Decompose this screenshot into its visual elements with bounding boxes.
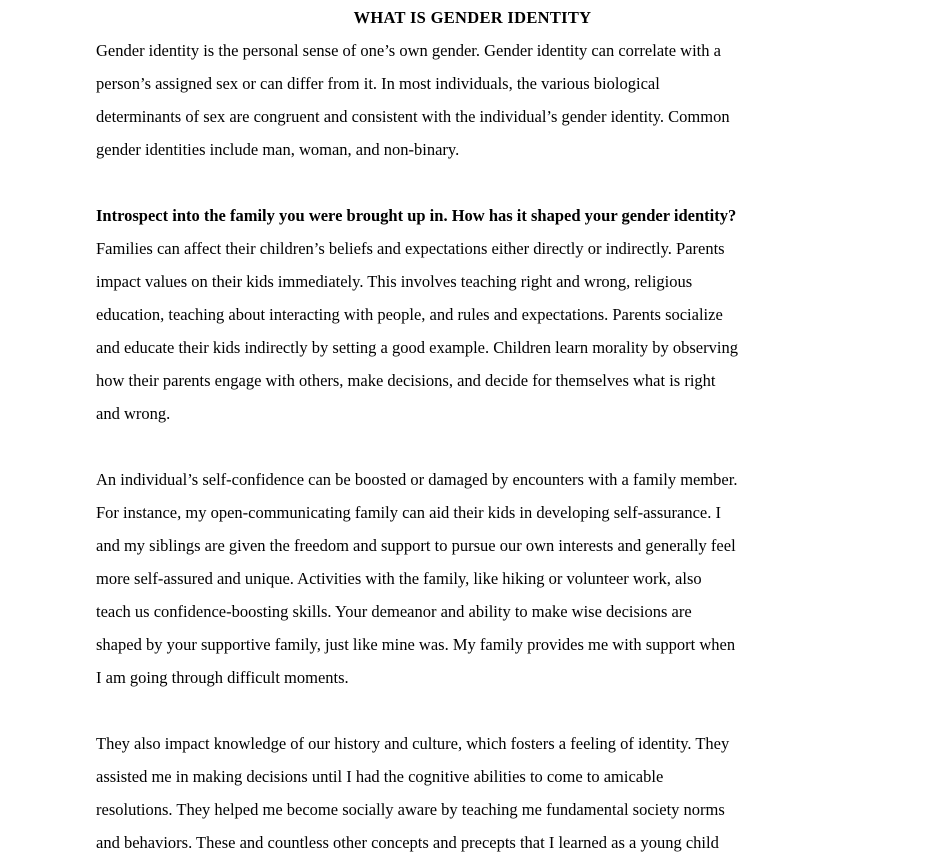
- question-heading: Introspect into the family you were brought up in. How has it shaped your gender identity?: [96, 206, 737, 225]
- paragraph-3-line-6: shaped by your supportive family, just like mine was. My family provides me with support when: [96, 635, 736, 654]
- paragraph-4-line-4: and behaviors. These and countless other concepts and precepts that I learned as a young child: [96, 833, 719, 852]
- blank-line-3: [96, 694, 849, 727]
- paragraph-3-line-4: more self-assured and unique. Activities with the family, like hiking or volunteer work, also: [96, 569, 702, 588]
- paragraph-3-line-3: and my siblings are given the freedom and support to pursue our own interests and generally feel: [96, 536, 736, 555]
- paragraph-3-line-7: I am going through difficult moments.: [96, 668, 349, 687]
- document-title: WHAT IS GENDER IDENTITY: [353, 8, 592, 27]
- blank-line-2: [96, 430, 849, 463]
- paragraph-2-line-5: how their parents engage with others, make decisions, and decide for themselves what is right: [96, 371, 716, 390]
- paragraph-1-line-3: determinants of sex are congruent and consistent with the individual’s gender identity. Common: [96, 107, 730, 126]
- paragraph-2-line-3: education, teaching about interacting with people, and rules and expectations. Parents socialize: [96, 305, 723, 324]
- paragraph-2-line-2: impact values on their kids immediately. This involves teaching right and wrong, religious: [96, 272, 693, 291]
- paragraph-1-line-1: Gender identity is the personal sense of one’s own gender. Gender identity can correlate with a: [96, 41, 721, 60]
- paragraph-2-line-1: Families can affect their children’s beliefs and expectations either directly or indirectly. Parents: [96, 239, 725, 258]
- paragraph-3-line-2: For instance, my open-communicating family can aid their kids in developing self-assurance. I: [96, 503, 721, 522]
- blank-line-1: [96, 166, 849, 199]
- paragraph-2-line-6: and wrong.: [96, 404, 171, 423]
- paragraph-4-line-3: resolutions. They helped me become socially aware by teaching me fundamental society norms: [96, 800, 725, 819]
- paragraph-4-line-1: They also impact knowledge of our history and culture, which fosters a feeling of identity. They: [96, 734, 730, 753]
- paragraph-3-line-5: teach us confidence-boosting skills. Your demeanor and ability to make wise decisions are: [96, 602, 692, 621]
- paragraph-1-line-4: gender identities include man, woman, and non-binary.: [96, 140, 460, 159]
- paragraph-1-line-2: person’s assigned sex or can differ from it. In most individuals, the various biological: [96, 74, 660, 93]
- paragraph-2-line-4: and educate their kids indirectly by setting a good example. Children learn morality by observing: [96, 338, 738, 357]
- paragraph-3-line-1: An individual’s self-confidence can be boosted or damaged by encounters with a family member.: [96, 470, 738, 489]
- paragraph-4-line-2: assisted me in making decisions until I had the cognitive abilities to come to amicable: [96, 767, 664, 786]
